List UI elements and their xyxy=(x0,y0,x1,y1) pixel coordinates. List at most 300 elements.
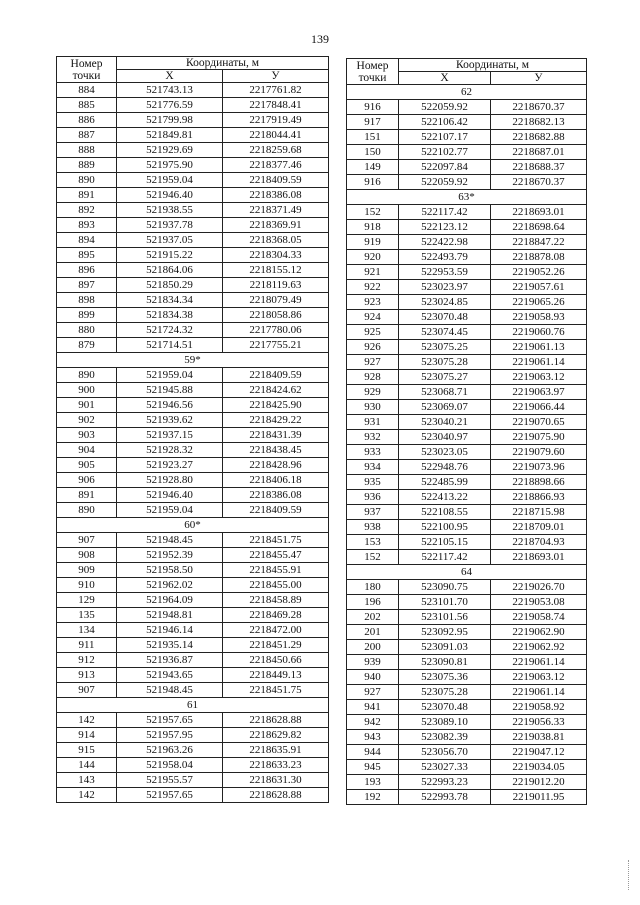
y-coordinate-cell: 2218670.37 xyxy=(491,175,587,190)
y-coordinate-cell: 2218682.88 xyxy=(491,130,587,145)
y-coordinate-cell: 2218682.13 xyxy=(491,115,587,130)
y-coordinate-cell: 2218709.01 xyxy=(491,520,587,535)
x-coordinate-cell: 521936.87 xyxy=(117,653,223,668)
x-coordinate-cell: 521952.39 xyxy=(117,548,223,563)
x-coordinate-cell: 521959.04 xyxy=(117,503,223,518)
x-coordinate-cell: 523090.81 xyxy=(399,655,491,670)
table-row xyxy=(57,638,329,653)
y-coordinate-cell: 2218406.18 xyxy=(223,473,329,488)
y-coordinate-cell: 2219062.92 xyxy=(491,640,587,655)
x-coordinate-cell: 521946.40 xyxy=(117,488,223,503)
table-row xyxy=(57,563,329,578)
x-coordinate-cell: 522108.55 xyxy=(399,505,491,520)
y-coordinate-cell: 2219061.13 xyxy=(491,340,587,355)
x-coordinate-cell: 523040.21 xyxy=(399,415,491,430)
x-coordinate-cell: 521962.02 xyxy=(117,578,223,593)
y-coordinate-cell: 2219060.76 xyxy=(491,325,587,340)
table-row xyxy=(57,623,329,638)
x-coordinate-cell: 523023.97 xyxy=(399,280,491,295)
table-row xyxy=(347,790,587,805)
x-coordinate-cell: 521959.04 xyxy=(117,368,223,383)
table-row xyxy=(347,310,587,325)
table-row xyxy=(347,175,587,190)
x-coordinate-cell: 522059.92 xyxy=(399,100,491,115)
y-coordinate-cell: 2219011.95 xyxy=(491,790,587,805)
y-coordinate-cell: 2218044.41 xyxy=(223,128,329,143)
table-row xyxy=(347,115,587,130)
table-row xyxy=(347,610,587,625)
table-row xyxy=(57,218,329,233)
y-coordinate-cell: 2219061.14 xyxy=(491,685,587,700)
y-coordinate-cell: 2217755.21 xyxy=(223,338,329,353)
point-number-cell: 913 xyxy=(57,668,117,683)
y-coordinate-cell: 2218628.88 xyxy=(223,713,329,728)
x-coordinate-cell: 521959.04 xyxy=(117,173,223,188)
point-number-cell: 916 xyxy=(347,175,399,190)
y-coordinate-cell: 2218693.01 xyxy=(491,550,587,565)
table-row xyxy=(57,413,329,428)
point-number-cell: 152 xyxy=(347,550,399,565)
y-coordinate-cell: 2219070.65 xyxy=(491,415,587,430)
y-coordinate-cell: 2218455.91 xyxy=(223,563,329,578)
table-row xyxy=(347,670,587,685)
y-coordinate-cell: 2218455.47 xyxy=(223,548,329,563)
y-coordinate-cell: 2219061.14 xyxy=(491,655,587,670)
x-coordinate-cell: 521776.59 xyxy=(117,98,223,113)
point-number-cell: 201 xyxy=(347,625,399,640)
y-coordinate-cell: 2218687.01 xyxy=(491,145,587,160)
y-coordinate-cell: 2218451.75 xyxy=(223,533,329,548)
x-coordinate-cell: 521850.29 xyxy=(117,278,223,293)
table-row xyxy=(347,445,587,460)
point-number-cell: 890 xyxy=(57,368,117,383)
y-coordinate-cell: 2218458.89 xyxy=(223,593,329,608)
x-coordinate-cell: 521724.32 xyxy=(117,323,223,338)
point-number-cell: 929 xyxy=(347,385,399,400)
table-row xyxy=(347,430,587,445)
y-coordinate-cell: 2219062.90 xyxy=(491,625,587,640)
table-row xyxy=(347,505,587,520)
point-number-cell: 920 xyxy=(347,250,399,265)
y-coordinate-cell: 2218409.59 xyxy=(223,503,329,518)
y-coordinate-cell: 2219063.97 xyxy=(491,385,587,400)
table-row xyxy=(347,205,587,220)
point-number-cell: 144 xyxy=(57,758,117,773)
x-coordinate-cell: 523074.45 xyxy=(399,325,491,340)
x-coordinate-cell: 521915.22 xyxy=(117,248,223,263)
table-row xyxy=(57,773,329,788)
y-coordinate-cell: 2218688.37 xyxy=(491,160,587,175)
y-coordinate-cell: 2218371.49 xyxy=(223,203,329,218)
coordinates-header: Координаты, м xyxy=(399,59,587,72)
x-coordinate-cell: 523027.33 xyxy=(399,760,491,775)
x-coordinate-cell: 522123.12 xyxy=(399,220,491,235)
point-number-cell: 142 xyxy=(57,713,117,728)
y-coordinate-cell: 2219052.26 xyxy=(491,265,587,280)
table-row xyxy=(347,775,587,790)
y-coordinate-cell: 2219058.93 xyxy=(491,310,587,325)
y-coordinate-cell: 2219079.60 xyxy=(491,445,587,460)
table-row xyxy=(347,655,587,670)
y-coordinate-cell: 2218628.88 xyxy=(223,788,329,803)
table-row xyxy=(347,385,587,400)
point-number-cell: 152 xyxy=(347,205,399,220)
point-number-header xyxy=(347,59,399,85)
y-coordinate-cell: 2219058.92 xyxy=(491,700,587,715)
y-coordinate-cell: 2218866.93 xyxy=(491,490,587,505)
table-row xyxy=(347,295,587,310)
table-row xyxy=(57,233,329,248)
point-number-cell: 933 xyxy=(347,445,399,460)
y-coordinate-cell: 2218670.37 xyxy=(491,100,587,115)
y-coordinate-cell: 2219063.12 xyxy=(491,370,587,385)
point-number-cell: 896 xyxy=(57,263,117,278)
y-coordinate-cell: 2218469.28 xyxy=(223,608,329,623)
page-number: 139 xyxy=(311,32,329,46)
table-row xyxy=(57,113,329,128)
section-label: 61 xyxy=(57,698,329,713)
table-row xyxy=(57,83,329,98)
y-coordinate-cell: 2218304.33 xyxy=(223,248,329,263)
table-row xyxy=(57,458,329,473)
coordinates-header: Координаты, м xyxy=(117,57,329,70)
table-row xyxy=(347,715,587,730)
x-coordinate-cell: 522413.22 xyxy=(399,490,491,505)
x-coordinate-cell: 521943.65 xyxy=(117,668,223,683)
x-coordinate-cell: 523092.95 xyxy=(399,625,491,640)
y-coordinate-cell: 2218409.59 xyxy=(223,368,329,383)
x-coordinate-cell: 521937.05 xyxy=(117,233,223,248)
x-coordinate-cell: 521946.40 xyxy=(117,188,223,203)
point-number-cell: 135 xyxy=(57,608,117,623)
table-row xyxy=(57,593,329,608)
y-coordinate-cell: 2218898.66 xyxy=(491,475,587,490)
y-coordinate-cell: 2218155.12 xyxy=(223,263,329,278)
y-coordinate-cell: 2219012.20 xyxy=(491,775,587,790)
table-row xyxy=(347,490,587,505)
section-label: 60* xyxy=(57,518,329,533)
point-number-cell: 887 xyxy=(57,128,117,143)
point-number-cell: 901 xyxy=(57,398,117,413)
x-coordinate-cell: 523090.75 xyxy=(399,580,491,595)
point-number-cell: 904 xyxy=(57,443,117,458)
point-number-cell: 927 xyxy=(347,355,399,370)
point-number-cell: 895 xyxy=(57,248,117,263)
point-number-cell: 921 xyxy=(347,265,399,280)
coordinates-table-left xyxy=(56,56,329,803)
x-column-header: X xyxy=(117,70,223,83)
point-number-cell: 880 xyxy=(57,323,117,338)
point-number-cell: 886 xyxy=(57,113,117,128)
table-row xyxy=(347,235,587,250)
point-number-cell: 149 xyxy=(347,160,399,175)
y-column-header: У xyxy=(223,70,329,83)
point-number-cell: 905 xyxy=(57,458,117,473)
table-row xyxy=(57,398,329,413)
x-coordinate-cell: 522948.76 xyxy=(399,460,491,475)
point-number-cell: 938 xyxy=(347,520,399,535)
table-row xyxy=(57,758,329,773)
y-coordinate-cell: 2218259.68 xyxy=(223,143,329,158)
x-coordinate-cell: 523024.85 xyxy=(399,295,491,310)
x-coordinate-cell: 521743.13 xyxy=(117,83,223,98)
point-number-cell: 917 xyxy=(347,115,399,130)
point-number-cell: 142 xyxy=(57,788,117,803)
y-coordinate-cell: 2218715.98 xyxy=(491,505,587,520)
x-coordinate-cell: 522485.99 xyxy=(399,475,491,490)
section-label: 62 xyxy=(347,85,587,100)
x-coordinate-cell: 522100.95 xyxy=(399,520,491,535)
point-number-cell: 927 xyxy=(347,685,399,700)
x-coordinate-cell: 521975.90 xyxy=(117,158,223,173)
table-row xyxy=(57,428,329,443)
point-number-cell: 937 xyxy=(347,505,399,520)
table-row xyxy=(57,128,329,143)
y-coordinate-cell: 2219053.08 xyxy=(491,595,587,610)
x-coordinate-cell: 521958.04 xyxy=(117,758,223,773)
x-coordinate-cell: 521937.78 xyxy=(117,218,223,233)
x-coordinate-cell: 522106.42 xyxy=(399,115,491,130)
point-number-cell: 916 xyxy=(347,100,399,115)
point-number-cell: 879 xyxy=(57,338,117,353)
x-coordinate-cell: 523101.56 xyxy=(399,610,491,625)
table-row xyxy=(347,370,587,385)
x-coordinate-cell: 523040.97 xyxy=(399,430,491,445)
section-label: 64 xyxy=(347,565,587,580)
x-coordinate-cell: 521948.45 xyxy=(117,533,223,548)
y-coordinate-cell: 2218377.46 xyxy=(223,158,329,173)
point-number-cell: 924 xyxy=(347,310,399,325)
x-coordinate-cell: 523075.28 xyxy=(399,685,491,700)
section-label: 63* xyxy=(347,190,587,205)
point-number-cell: 891 xyxy=(57,188,117,203)
x-coordinate-cell: 522993.78 xyxy=(399,790,491,805)
table-row xyxy=(347,250,587,265)
point-number-cell: 911 xyxy=(57,638,117,653)
y-column-header: У xyxy=(491,72,587,85)
table-row xyxy=(57,323,329,338)
x-coordinate-cell: 521799.98 xyxy=(117,113,223,128)
table-row xyxy=(347,460,587,475)
scan-edge-mark xyxy=(628,860,635,890)
point-number-cell: 941 xyxy=(347,700,399,715)
y-coordinate-cell: 2218878.08 xyxy=(491,250,587,265)
x-coordinate-cell: 521945.88 xyxy=(117,383,223,398)
point-number-cell: 928 xyxy=(347,370,399,385)
table-row xyxy=(57,728,329,743)
table-row xyxy=(57,368,329,383)
x-coordinate-cell: 522953.59 xyxy=(399,265,491,280)
y-coordinate-cell: 2219075.90 xyxy=(491,430,587,445)
y-coordinate-cell: 2218369.91 xyxy=(223,218,329,233)
point-header-line2: точки xyxy=(72,69,101,82)
point-number-cell: 900 xyxy=(57,383,117,398)
table-row xyxy=(57,158,329,173)
table-row xyxy=(57,683,329,698)
point-number-cell: 932 xyxy=(347,430,399,445)
point-number-cell: 192 xyxy=(347,790,399,805)
point-number-cell: 944 xyxy=(347,745,399,760)
x-coordinate-cell: 521714.51 xyxy=(117,338,223,353)
x-coordinate-cell: 521955.57 xyxy=(117,773,223,788)
y-coordinate-cell: 2218847.22 xyxy=(491,235,587,250)
y-coordinate-cell: 2217780.06 xyxy=(223,323,329,338)
y-coordinate-cell: 2219066.44 xyxy=(491,400,587,415)
x-coordinate-cell: 521957.65 xyxy=(117,788,223,803)
table-row xyxy=(347,520,587,535)
point-number-cell: 898 xyxy=(57,293,117,308)
x-coordinate-cell: 522993.23 xyxy=(399,775,491,790)
point-number-cell: 907 xyxy=(57,533,117,548)
y-coordinate-cell: 2218472.00 xyxy=(223,623,329,638)
table-row xyxy=(57,383,329,398)
x-coordinate-cell: 522105.15 xyxy=(399,535,491,550)
table-row xyxy=(347,595,587,610)
point-number-cell: 893 xyxy=(57,218,117,233)
x-coordinate-cell: 522097.84 xyxy=(399,160,491,175)
y-coordinate-cell: 2218693.01 xyxy=(491,205,587,220)
table-row xyxy=(347,160,587,175)
point-number-cell: 890 xyxy=(57,503,117,518)
table-row xyxy=(57,578,329,593)
section-row xyxy=(57,353,329,368)
table-row xyxy=(347,745,587,760)
table-row xyxy=(347,640,587,655)
point-number-cell: 892 xyxy=(57,203,117,218)
table-row xyxy=(347,685,587,700)
table-row xyxy=(347,280,587,295)
point-number-cell: 945 xyxy=(347,760,399,775)
y-coordinate-cell: 2218428.96 xyxy=(223,458,329,473)
point-number-cell: 914 xyxy=(57,728,117,743)
table-row xyxy=(57,473,329,488)
table-row xyxy=(347,760,587,775)
x-coordinate-cell: 521964.09 xyxy=(117,593,223,608)
table-row xyxy=(347,550,587,565)
point-number-cell: 193 xyxy=(347,775,399,790)
point-number-cell: 202 xyxy=(347,610,399,625)
x-coordinate-cell: 522117.42 xyxy=(399,550,491,565)
y-coordinate-cell: 2218438.45 xyxy=(223,443,329,458)
table-row xyxy=(57,293,329,308)
x-coordinate-cell: 523056.70 xyxy=(399,745,491,760)
x-coordinate-cell: 522493.79 xyxy=(399,250,491,265)
y-coordinate-cell: 2218079.49 xyxy=(223,293,329,308)
point-number-cell: 912 xyxy=(57,653,117,668)
x-coordinate-cell: 521928.80 xyxy=(117,473,223,488)
x-coordinate-cell: 521834.38 xyxy=(117,308,223,323)
x-coordinate-cell: 523070.48 xyxy=(399,310,491,325)
table-row xyxy=(57,188,329,203)
x-coordinate-cell: 521923.27 xyxy=(117,458,223,473)
x-coordinate-cell: 521957.65 xyxy=(117,713,223,728)
x-coordinate-cell: 521928.32 xyxy=(117,443,223,458)
table-row xyxy=(57,713,329,728)
table-row xyxy=(57,248,329,263)
x-coordinate-cell: 521929.69 xyxy=(117,143,223,158)
y-coordinate-cell: 2218386.08 xyxy=(223,488,329,503)
point-number-cell: 909 xyxy=(57,563,117,578)
x-coordinate-cell: 523082.39 xyxy=(399,730,491,745)
point-number-cell: 940 xyxy=(347,670,399,685)
table-row xyxy=(57,743,329,758)
section-row xyxy=(57,518,329,533)
point-number-cell: 885 xyxy=(57,98,117,113)
point-number-cell: 897 xyxy=(57,278,117,293)
y-coordinate-cell: 2218449.13 xyxy=(223,668,329,683)
section-row xyxy=(347,190,587,205)
y-coordinate-cell: 2219038.81 xyxy=(491,730,587,745)
y-coordinate-cell: 2218455.00 xyxy=(223,578,329,593)
y-coordinate-cell: 2219058.74 xyxy=(491,610,587,625)
point-number-cell: 939 xyxy=(347,655,399,670)
x-coordinate-cell: 521948.81 xyxy=(117,608,223,623)
point-number-cell: 888 xyxy=(57,143,117,158)
table-row xyxy=(347,535,587,550)
x-coordinate-cell: 522422.98 xyxy=(399,235,491,250)
table-row xyxy=(347,400,587,415)
point-number-cell: 884 xyxy=(57,83,117,98)
table-row xyxy=(57,533,329,548)
point-number-cell: 889 xyxy=(57,158,117,173)
x-coordinate-cell: 523075.27 xyxy=(399,370,491,385)
y-coordinate-cell: 2217919.49 xyxy=(223,113,329,128)
table-row xyxy=(347,415,587,430)
y-coordinate-cell: 2219073.96 xyxy=(491,460,587,475)
y-coordinate-cell: 2218409.59 xyxy=(223,173,329,188)
table-row xyxy=(57,788,329,803)
y-coordinate-cell: 2218450.66 xyxy=(223,653,329,668)
x-coordinate-cell: 521963.26 xyxy=(117,743,223,758)
point-number-cell: 926 xyxy=(347,340,399,355)
section-row xyxy=(347,565,587,580)
point-number-cell: 918 xyxy=(347,220,399,235)
point-number-cell: 910 xyxy=(57,578,117,593)
table-row xyxy=(347,625,587,640)
table-row xyxy=(57,203,329,218)
x-coordinate-cell: 521958.50 xyxy=(117,563,223,578)
table-row xyxy=(57,143,329,158)
point-number-cell: 150 xyxy=(347,145,399,160)
x-coordinate-cell: 523091.03 xyxy=(399,640,491,655)
table-row xyxy=(347,325,587,340)
y-coordinate-cell: 2218368.05 xyxy=(223,233,329,248)
point-number-cell: 151 xyxy=(347,130,399,145)
table-row xyxy=(57,338,329,353)
table-row xyxy=(347,355,587,370)
y-coordinate-cell: 2219063.12 xyxy=(491,670,587,685)
x-coordinate-cell: 522107.17 xyxy=(399,130,491,145)
point-header-line1: Номер xyxy=(356,59,389,72)
y-coordinate-cell: 2219047.12 xyxy=(491,745,587,760)
table-row xyxy=(347,340,587,355)
table-row xyxy=(57,488,329,503)
point-number-cell: 925 xyxy=(347,325,399,340)
table-row xyxy=(347,475,587,490)
point-number-cell: 153 xyxy=(347,535,399,550)
y-coordinate-cell: 2218631.30 xyxy=(223,773,329,788)
y-coordinate-cell: 2219056.33 xyxy=(491,715,587,730)
section-label: 59* xyxy=(57,353,329,368)
point-number-cell: 915 xyxy=(57,743,117,758)
y-coordinate-cell: 2218451.75 xyxy=(223,683,329,698)
y-coordinate-cell: 2218451.29 xyxy=(223,638,329,653)
coordinates-table-right xyxy=(346,58,587,805)
point-number-cell: 936 xyxy=(347,490,399,505)
x-coordinate-cell: 521935.14 xyxy=(117,638,223,653)
x-coordinate-cell: 523070.48 xyxy=(399,700,491,715)
section-row xyxy=(347,85,587,100)
